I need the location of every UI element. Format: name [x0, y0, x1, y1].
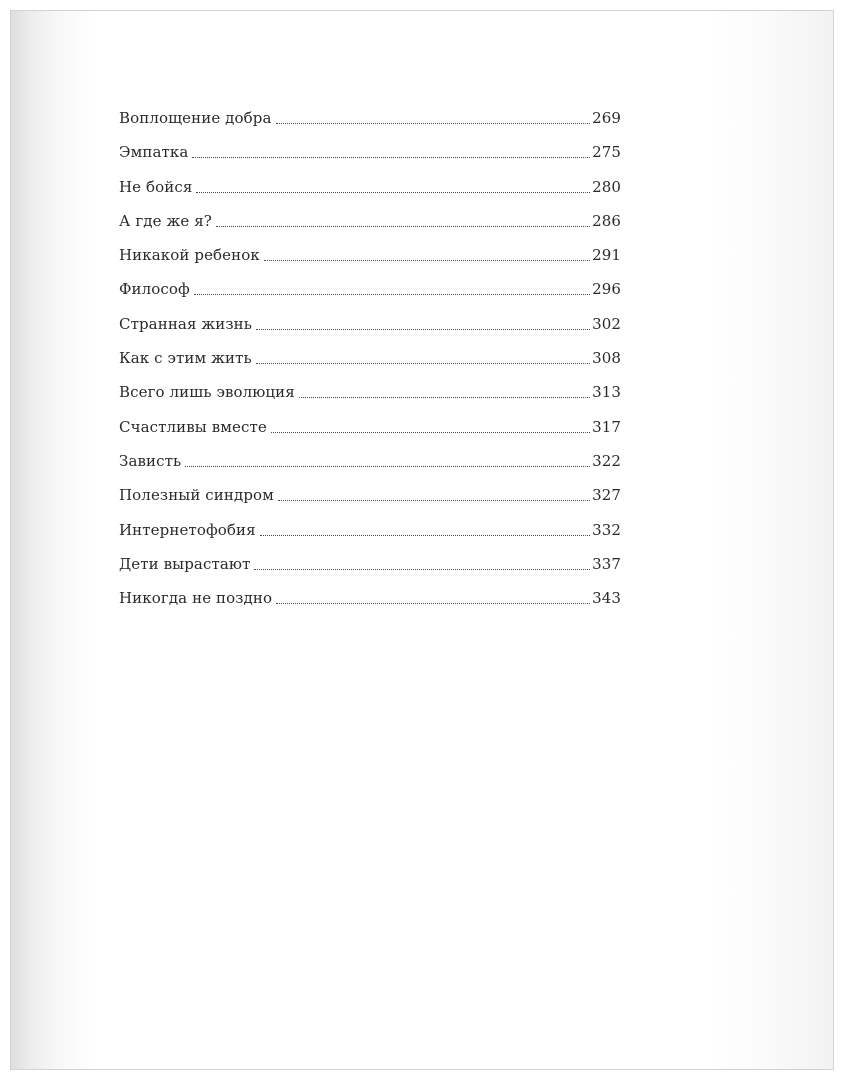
dot-leader	[192, 157, 590, 158]
toc-entry	[119, 383, 621, 417]
toc-entry-page-number: 322	[592, 451, 621, 470]
toc-entry	[119, 109, 621, 143]
toc-entry	[119, 486, 621, 520]
toc-entry-page-number: 317	[592, 417, 621, 436]
toc-entry-page-number: 308	[592, 349, 621, 368]
toc-entry	[119, 143, 621, 177]
toc-entry-title: Никогда не поздно	[119, 589, 273, 608]
toc-entry-title: Как с этим жить	[119, 349, 252, 368]
dot-leader	[256, 363, 590, 364]
toc-entry-page-number: 296	[592, 280, 621, 299]
toc-entry	[119, 349, 621, 383]
dot-leader	[194, 294, 590, 295]
toc-entry-page-number: 291	[592, 246, 621, 265]
toc-entry-title: А где же я?	[119, 211, 212, 230]
toc-entry-page-number: 280	[592, 177, 621, 196]
toc-entry-page-number: 275	[592, 143, 621, 162]
dot-leader	[276, 123, 591, 124]
book-page	[10, 10, 834, 1070]
dot-leader	[264, 260, 590, 261]
toc-entry	[119, 589, 621, 623]
dot-leader	[256, 329, 590, 330]
dot-leader	[299, 397, 590, 398]
dot-leader	[260, 535, 590, 536]
toc-entry-page-number: 327	[592, 486, 621, 505]
dot-leader	[254, 569, 590, 570]
toc-entry	[119, 418, 621, 452]
dot-leader	[196, 192, 590, 193]
dot-leader	[271, 432, 590, 433]
dot-leader	[216, 226, 590, 227]
toc-entry-title: Философ	[119, 280, 190, 299]
toc-entry-page-number: 337	[592, 554, 621, 573]
toc-entry-title: Полезный синдром	[119, 486, 274, 505]
toc-entry-title: Эмпатка	[119, 143, 189, 162]
toc-entry	[119, 521, 621, 555]
toc-entry	[119, 555, 621, 589]
dot-leader	[185, 466, 590, 467]
toc-entry	[119, 315, 621, 349]
toc-entry	[119, 178, 621, 212]
toc-entry-title: Никакой ребенок	[119, 246, 260, 265]
toc-entry-title: Странная жизнь	[119, 314, 253, 333]
toc-entry-page-number: 343	[592, 589, 621, 608]
toc-entry-page-number: 269	[592, 109, 621, 127]
toc-entry-page-number: 313	[592, 383, 621, 402]
toc-entry	[119, 212, 621, 246]
table-of-contents	[119, 109, 621, 623]
toc-entry-page-number: 286	[592, 211, 621, 230]
toc-entry-title: Всего лишь эволюция	[119, 383, 295, 402]
toc-entry-title: Воплощение добра	[119, 109, 272, 127]
dot-leader	[278, 500, 590, 501]
toc-entry-page-number: 302	[592, 314, 621, 333]
toc-entry-title: Интернетофобия	[119, 520, 256, 539]
toc-entry-page-number: 332	[592, 520, 621, 539]
toc-entry	[119, 280, 621, 314]
toc-entry	[119, 246, 621, 280]
toc-entry-title: Зависть	[119, 451, 182, 470]
toc-entry-title: Счастливы вместе	[119, 417, 267, 436]
toc-entry-title: Не бойся	[119, 177, 193, 196]
dot-leader	[276, 603, 590, 604]
toc-entry	[119, 452, 621, 486]
toc-entry-title: Дети вырастают	[119, 554, 251, 573]
